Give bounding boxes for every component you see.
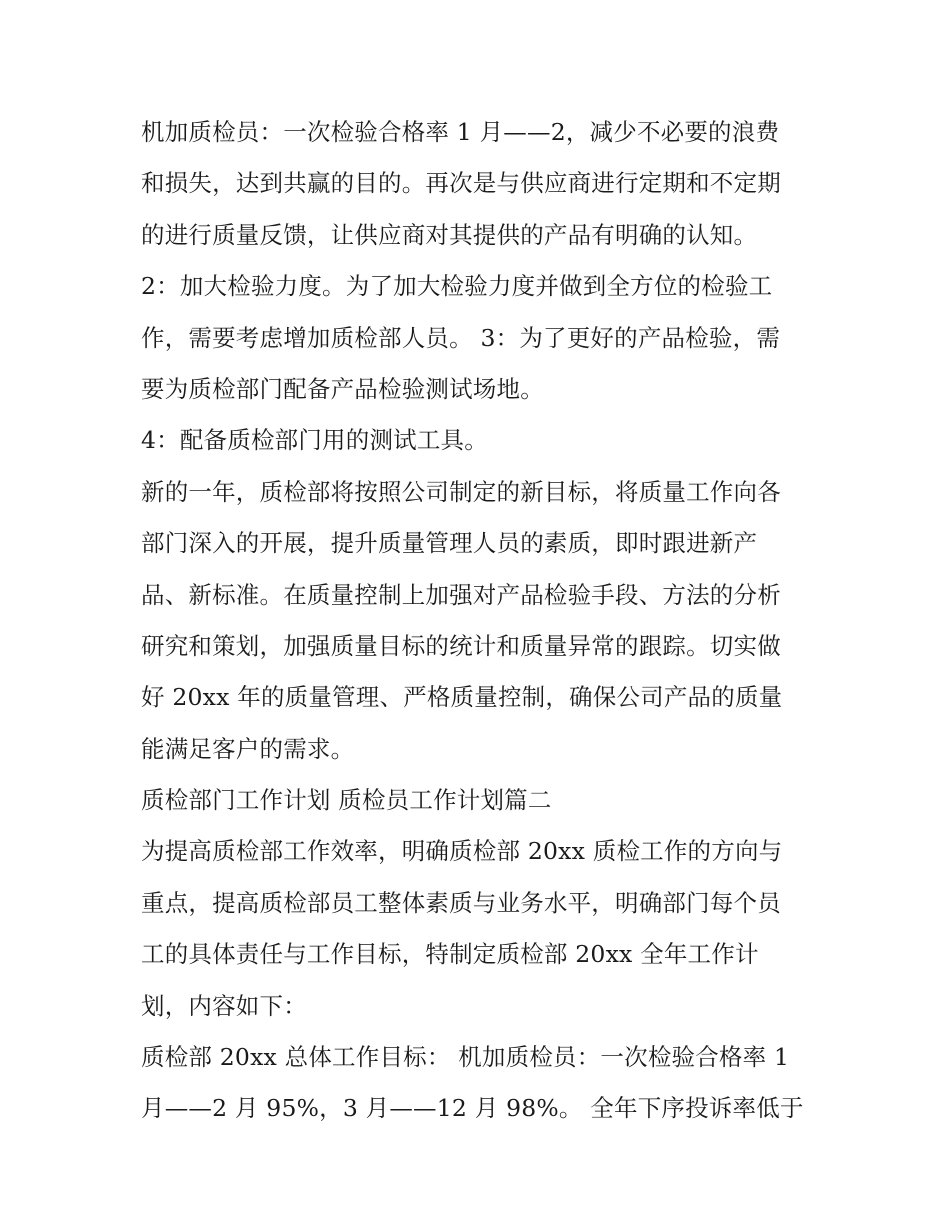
text-line: 要为质检部门配备产品检验测试场地。 [141,374,544,403]
text-line: 为提高质检部工作效率，明确质检部 20xx 质检工作的方向与 [141,837,783,866]
text-line: 新的一年，质检部将按照公司制定的新目标，将质量工作向各 [141,477,781,506]
text-line: 品、新标准。在质量控制上加强对产品检验手段、方法的分析 [141,580,781,609]
text-line: 部门深入的开展，提升质量管理人员的素质，即时跟进新产 [141,529,758,558]
text-line: 质检部 20xx 总体工作目标： 机加质检员：一次检验合格率 1 [141,1043,790,1072]
text-line: 月——2 月 95%，3 月——12 月 98%。 全年下序投诉率低于 [141,1094,804,1123]
text-line: 和损失，达到共赢的目的。再次是与供应商进行定期和不定期 [141,169,781,198]
text-line: 4：配备质检部门用的测试工具。 [141,426,488,455]
section-heading: 质检部门工作计划 质检员工作计划篇二 [141,786,552,815]
document-body [141,107,821,1135]
text-line: 作，需要考虑增加质检部人员。 3：为了更好的产品检验，需 [141,323,781,352]
text-line: 能满足客户的需求。 [141,734,355,763]
text-line: 的进行质量反馈，让供应商对其提供的产品有明确的认知。 [141,220,758,249]
text-line: 划，内容如下： [141,991,307,1020]
text-line: 好 20xx 年的质量管理、严格质量控制，确保公司产品的质量 [141,683,783,712]
text-line: 研究和策划，加强质量目标的统计和质量异常的跟踪。切实做 [141,631,781,660]
text-line: 重点，提高质检部员工整体素质与业务水平，明确部门每个员 [141,888,781,917]
text-line: 机加质检员：一次检验合格率 1 月——2，减少不必要的浪费 [141,118,780,146]
text-line: 工的具体责任与工作目标，特制定质检部 20xx 全年工作计 [141,940,759,969]
text-line: 2：加大检验力度。为了加大检验力度并做到全方位的检验工 [141,272,773,301]
